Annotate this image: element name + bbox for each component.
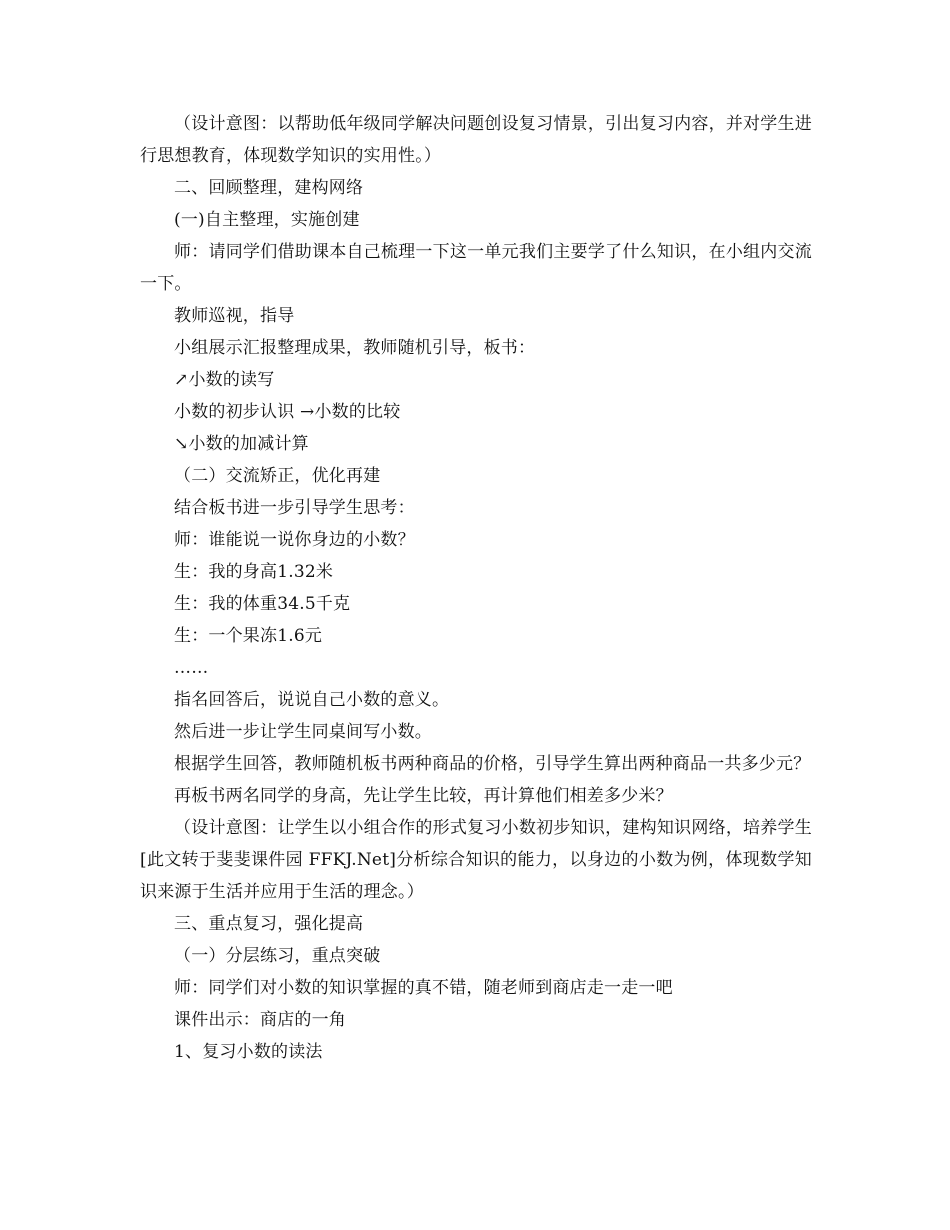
heading-section-3: 三、重点复习，强化提高 <box>174 914 364 934</box>
board-item-read-write: ↗小数的读写 <box>174 370 275 390</box>
subheading-self-organize: (一)自主整理，实施创建 <box>174 210 360 230</box>
paragraph-write-decimals: 然后进一步让学生同桌间写小数。 <box>174 722 432 742</box>
paragraph-teacher-patrol: 教师巡视，指导 <box>174 306 295 326</box>
paragraph-teacher-question: 师：谁能说一说你身边的小数？ <box>174 530 415 550</box>
paragraph-prices: 根据学生回答，教师随机板书两种商品的价格，引导学生算出两种商品一共多少元？ <box>174 754 811 774</box>
paragraph-guide-thinking: 结合板书进一步引导学生思考： <box>174 498 415 518</box>
board-item-compare: 小数的初步认识 →小数的比较 <box>174 402 401 422</box>
board-item-add-subtract: ↘小数的加减计算 <box>174 434 309 454</box>
paragraph-teacher-store: 师：同学们对小数的知识掌握的真不错，随老师到商店走一走一吧 <box>174 978 673 998</box>
paragraph-student-height: 生：我的身高1.32米 <box>174 562 334 582</box>
paragraph-courseware: 课件出示：商店的一角 <box>174 1010 346 1030</box>
paragraph-review-reading: 1、复习小数的读法 <box>174 1042 323 1062</box>
paragraph-design-intent-2: （设计意图：让学生以小组合作的形式复习小数初步知识，建构知识网络，培养学生[此文转于斐斐课件园 FFKJ.Net]分析综合知识的能力，以身边的小数为例，体现数学知识来源于生活并应用于生活的理念。） <box>140 818 812 902</box>
subheading-exchange-correct: （二）交流矫正，优化再建 <box>174 466 381 486</box>
document-body <box>140 108 812 1068</box>
paragraph-heights: 再板书两名同学的身高，先让学生比较，再计算他们相差多少米？ <box>174 786 673 806</box>
paragraph-ellipsis: …… <box>174 658 209 678</box>
paragraph-student-weight: 生：我的体重34.5千克 <box>174 594 351 614</box>
paragraph-meaning: 指名回答后，说说自己小数的意义。 <box>174 690 450 710</box>
paragraph-teacher-prompt: 师：请同学们借助课本自己梳理一下这一单元我们主要学了什么知识，在小组内交流一下。 <box>140 242 812 294</box>
paragraph-design-intent-1: （设计意图：以帮助低年级同学解决问题创设复习情景，引出复习内容，并对学生进行思想教育，体现数学知识的实用性。） <box>140 114 812 166</box>
paragraph-student-jelly: 生：一个果冻1.6元 <box>174 626 323 646</box>
heading-section-2: 二、回顾整理，建构网络 <box>174 178 364 198</box>
subheading-layered-practice: （一）分层练习，重点突破 <box>174 946 381 966</box>
paragraph-group-report: 小组展示汇报整理成果，教师随机引导，板书： <box>174 338 536 358</box>
